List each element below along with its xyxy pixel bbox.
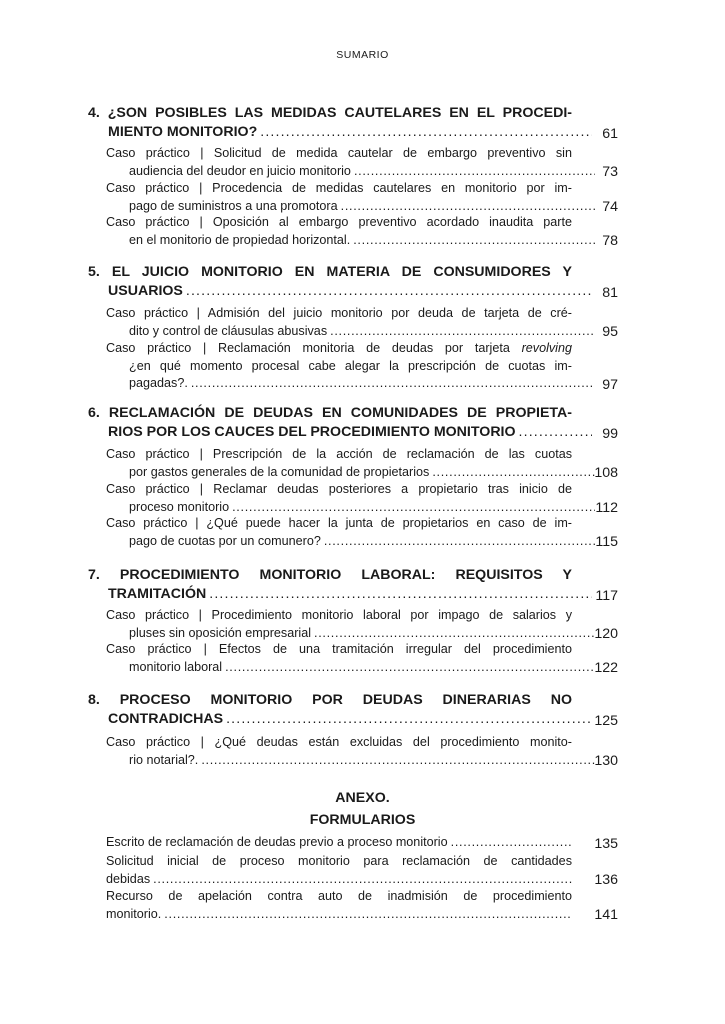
toc-case[interactable] xyxy=(106,340,618,393)
case-line: Caso práctico | Procedencia de medidas cautelares en monitorio por im- xyxy=(106,181,572,195)
toc-annex-item[interactable] xyxy=(106,888,618,923)
page-number: 73 xyxy=(602,164,618,180)
annex-subtitle: FORMULARIOS xyxy=(309,812,416,828)
case-line: pluses sin oposición empresarial xyxy=(129,625,312,640)
case-line: proceso monitorio xyxy=(129,499,230,514)
page-number: 136 xyxy=(594,872,618,888)
toc-case[interactable] xyxy=(106,734,618,769)
toc-case[interactable] xyxy=(106,607,618,642)
page-number: 125 xyxy=(594,713,618,729)
running-header: SUMARIO xyxy=(336,49,389,61)
page-number: 112 xyxy=(595,500,618,516)
chapter-title-line: USUARIOS xyxy=(108,283,183,299)
toc-chapter-7[interactable] xyxy=(88,566,618,604)
page-number: 115 xyxy=(595,534,618,550)
toc-chapter-8[interactable] xyxy=(88,691,618,729)
page-number: 81 xyxy=(602,285,618,301)
case-line: Caso práctico | Admisión del juicio monitorio por deuda de tarjeta de cré- xyxy=(106,306,572,320)
case-line: dito y control de cláusulas abusivas xyxy=(129,323,328,338)
case-line: rio notarial?. xyxy=(129,752,199,767)
toc-case[interactable] xyxy=(106,641,618,676)
toc-chapter-5[interactable] xyxy=(88,263,618,301)
annex-item-line: Recurso de apelación contra auto de inadmisión de procedimiento xyxy=(106,889,572,903)
page-number: 141 xyxy=(594,907,618,923)
toc-case[interactable] xyxy=(106,145,618,180)
chapter-title-line: 8. PROCESO MONITORIO POR DEUDAS DINERARIAS NO xyxy=(88,692,572,708)
chapter-title-line: 4. ¿SON POSIBLES LAS MEDIDAS CAUTELARES EN EL PROCEDI- xyxy=(88,105,572,121)
toc-case[interactable] xyxy=(106,305,618,340)
toc-chapter-6[interactable] xyxy=(88,404,618,442)
toc-chapter-4[interactable] xyxy=(88,104,618,142)
case-line: monitorio laboral xyxy=(129,659,223,674)
page-number: 135 xyxy=(594,835,618,852)
toc-annex-item[interactable] xyxy=(106,834,618,852)
page-number: 74 xyxy=(602,199,618,215)
case-line: Caso práctico | Reclamar deudas posteriores a propietario tras inicio de xyxy=(106,482,572,496)
case-line: pagadas?. xyxy=(129,376,188,390)
chapter-title-line: 5. EL JUICIO MONITORIO EN MATERIA DE CONSUMIDORES Y xyxy=(88,264,572,280)
case-line: pago de suministros a una promotora xyxy=(129,198,338,213)
page-number: 130 xyxy=(594,753,618,769)
case-line: Caso práctico | Oposición al embargo preventivo acordado inaudita parte xyxy=(106,215,572,229)
toc-case[interactable] xyxy=(106,515,618,550)
chapter-title-line: 7. PROCEDIMIENTO MONITORIO LABORAL: REQUISITOS Y xyxy=(88,567,572,583)
case-line: Caso práctico | ¿Qué puede hacer la junta de propietarios en caso de im- xyxy=(106,516,572,530)
toc-annex-item[interactable] xyxy=(106,853,618,888)
case-line: Caso práctico | Efectos de una tramitación irregular del procedimiento xyxy=(106,642,572,656)
chapter-title-line: TRAMITACIÓN xyxy=(108,586,207,602)
case-line: Caso práctico | Solicitud de medida cautelar de embargo preventivo sin xyxy=(106,146,572,160)
page-number: 95 xyxy=(602,324,618,340)
page-number: 122 xyxy=(594,660,618,676)
case-line: por gastos generales de la comunidad de propietarios xyxy=(129,464,430,479)
annex-item-line: monitorio. xyxy=(106,906,162,921)
case-line: Caso práctico | ¿Qué deudas están excluidas del procedimiento monito- xyxy=(106,735,572,749)
toc-case[interactable] xyxy=(106,481,618,516)
chapter-title-line: 6. RECLAMACIÓN DE DEUDAS EN COMUNIDADES DE PROPIETA- xyxy=(88,405,572,421)
annex-item-line: Escrito de reclamación de deudas previo a proceso monitorio xyxy=(106,835,448,849)
toc-case[interactable] xyxy=(106,180,618,215)
page-number: 61 xyxy=(602,126,618,142)
page-number: 117 xyxy=(595,588,618,604)
case-line: Caso práctico | Reclamación monitoria de deudas por tarjeta revolving xyxy=(106,341,572,355)
page-number: 108 xyxy=(594,465,618,481)
toc-case[interactable] xyxy=(106,214,618,249)
chapter-title-line: CONTRADICHAS xyxy=(108,711,224,727)
toc-case[interactable] xyxy=(106,446,618,481)
case-line: en el monitorio de propiedad horizontal. xyxy=(129,232,351,247)
chapter-title-line: RIOS POR LOS CAUCES DEL PROCEDIMIENTO MONITORIO xyxy=(108,424,516,440)
page-number: 78 xyxy=(602,233,618,249)
annex-item-line: debidas xyxy=(106,871,151,886)
chapter-title-line: MIENTO MONITORIO? xyxy=(108,124,258,140)
case-line: ¿en qué momento procesal cabe alegar la prescripción de cuotas im- xyxy=(129,358,572,373)
annex-title: ANEXO. xyxy=(335,790,390,806)
case-line: pago de cuotas por un comunero? xyxy=(129,533,321,548)
page-number: 99 xyxy=(602,426,618,442)
page-number: 97 xyxy=(602,376,618,393)
case-line: Caso práctico | Procedimiento monitorio laboral por impago de salarios y xyxy=(106,608,572,622)
case-line: audiencia del deudor en juicio monitorio xyxy=(129,163,351,178)
annex-item-line: Solicitud inicial de proceso monitorio para reclamación de cantidades xyxy=(106,854,572,868)
case-line: Caso práctico | Prescripción de la acción de reclamación de las cuotas xyxy=(106,447,572,461)
page-number: 120 xyxy=(594,626,618,642)
